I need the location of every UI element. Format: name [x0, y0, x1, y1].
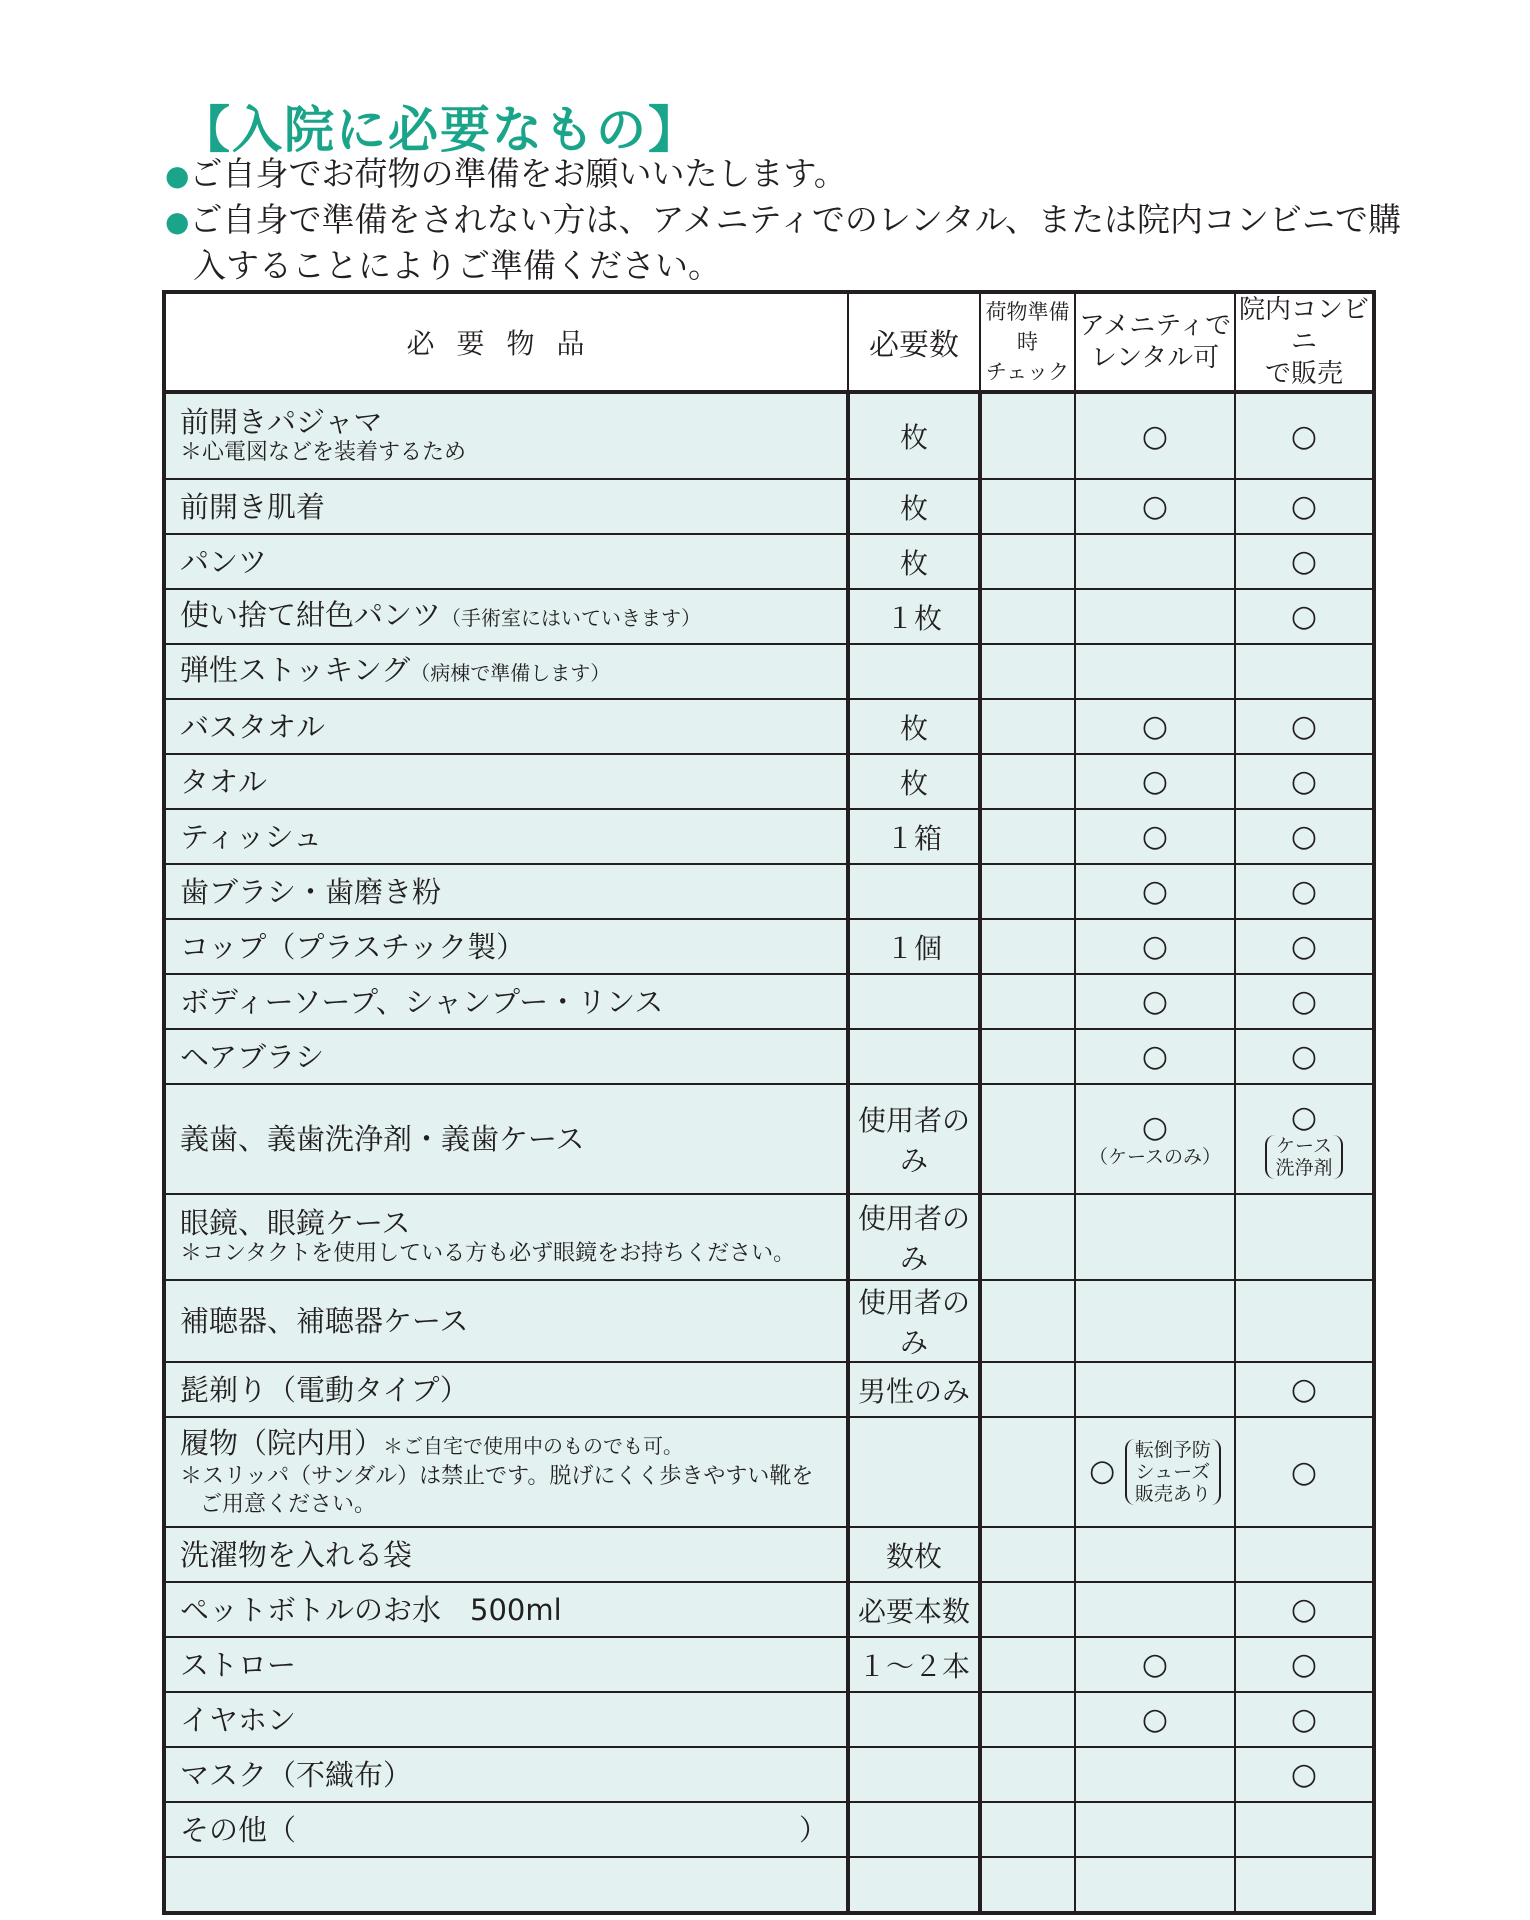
conv-mark: ○ [1235, 754, 1374, 809]
check-cell[interactable] [980, 1857, 1075, 1913]
page-title: 【入院に必要なもの】 [180, 101, 700, 159]
item-name: イヤホン [164, 1692, 848, 1747]
check-cell[interactable] [980, 479, 1075, 534]
amenity-note-line2: シューズ [1135, 1461, 1211, 1483]
conv-mark: ○ [1290, 1099, 1318, 1135]
amenity-mark [1075, 589, 1235, 644]
amenity-mark: ○ [1075, 1692, 1235, 1747]
conv-mark: ○ [1235, 974, 1374, 1029]
conv-mark: ○ [1235, 1692, 1374, 1747]
amenity-note-line1: 転倒予防 [1134, 1439, 1211, 1461]
check-cell[interactable] [980, 974, 1075, 1029]
item-note: ＊コンタクトを使用している方も必ず眼鏡をお持ちください。 [180, 1241, 796, 1266]
item-qty: 使用者のみ [848, 1280, 980, 1362]
item-name: パンツ [164, 534, 848, 589]
conv-note-line2: 洗浄剤 [1275, 1156, 1333, 1179]
check-cell[interactable] [980, 1280, 1075, 1362]
item-qty: 枚 [848, 534, 980, 589]
item-name: 補聴器、補聴器ケース [164, 1280, 848, 1362]
conv-note-line1: ケース [1275, 1134, 1333, 1157]
item-qty [848, 1802, 980, 1857]
table-row [164, 1637, 1374, 1692]
amenity-mark: ○ [1075, 809, 1235, 864]
header-check [980, 292, 1075, 392]
amenity-mark: ○ [1075, 919, 1235, 974]
conv-mark: ○ [1235, 1582, 1374, 1637]
amenity-note-line3: 販売あり [1134, 1483, 1211, 1505]
item-name [164, 644, 848, 699]
item-note: （病棟で準備します） [410, 661, 611, 685]
header-amenity-line2: レンタル可 [1090, 343, 1220, 373]
table-row [164, 919, 1374, 974]
header-conv-line1: 院内コンビニ [1238, 295, 1369, 357]
header-qty: 必要数 [848, 292, 980, 392]
table-row [164, 1084, 1374, 1194]
amenity-mark [1075, 1747, 1235, 1802]
amenity-note: （ケースのみ） [1088, 1145, 1222, 1168]
table-row [164, 534, 1374, 589]
header-amenity-line1: アメニティで [1078, 311, 1232, 341]
table-row [164, 1692, 1374, 1747]
item-name: ヘアブラシ [164, 1029, 848, 1084]
item-qty[interactable] [848, 1857, 980, 1913]
item-label: 眼鏡、眼鏡ケース [180, 1206, 411, 1240]
amenity-mark: ○ [1075, 699, 1235, 754]
item-qty [848, 1029, 980, 1084]
table-row [164, 864, 1374, 919]
check-cell[interactable] [980, 1692, 1075, 1747]
amenity-mark: ○ [1075, 974, 1235, 1029]
table-row [164, 809, 1374, 864]
check-cell[interactable] [980, 644, 1075, 699]
amenity-mark [1075, 1280, 1235, 1362]
item-qty [848, 1417, 980, 1527]
conv-mark: ○ [1235, 919, 1374, 974]
item-name: ボディーソープ、シャンプー・リンス [164, 974, 848, 1029]
header-check-line2: チェック [985, 360, 1070, 384]
amenity-cell [1075, 1084, 1235, 1194]
item-label: 前開きパジャマ [180, 405, 383, 439]
item-qty: 枚 [848, 754, 980, 809]
bullet-dot-icon: ● [165, 159, 190, 192]
amenity-mark: ○ [1075, 392, 1235, 479]
item-subnote-2: ご用意ください。 [200, 1491, 377, 1517]
item-name: 義歯、義歯洗浄剤・義歯ケース [164, 1084, 848, 1194]
items-table [162, 290, 1376, 1915]
conv-mark [1235, 1280, 1374, 1362]
item-qty: １枚 [848, 589, 980, 644]
header-conv-line2: で販売 [1264, 359, 1343, 389]
table-row [164, 589, 1374, 644]
bullet-2 [165, 198, 1423, 288]
check-cell[interactable] [980, 534, 1075, 589]
item-qty: １～２本 [848, 1637, 980, 1692]
table-row [164, 1527, 1374, 1582]
header-name: 必要物品 [164, 292, 848, 392]
item-name: 歯ブラシ・歯磨き粉 [164, 864, 848, 919]
item-name: 洗濯物を入れる袋 [164, 1527, 848, 1582]
item-label: 弾性ストッキング [180, 653, 411, 687]
check-cell[interactable] [980, 699, 1075, 754]
check-cell[interactable] [980, 1637, 1075, 1692]
conv-cell [1235, 1084, 1374, 1194]
check-cell[interactable] [980, 1084, 1075, 1194]
table-row [164, 1802, 1374, 1857]
item-qty: １箱 [848, 809, 980, 864]
conv-mark: ○ [1235, 1417, 1374, 1527]
amenity-mark [1075, 1582, 1235, 1637]
check-cell[interactable] [980, 1802, 1075, 1857]
conv-mark [1235, 1802, 1374, 1857]
table-row [164, 1029, 1374, 1084]
item-name: ティッシュ [164, 809, 848, 864]
item-name: バスタオル [164, 699, 848, 754]
amenity-mark: ○ [1075, 1029, 1235, 1084]
item-note: （手術室にはいていきます） [441, 606, 702, 630]
conv-mark [1235, 644, 1374, 699]
table-row [164, 1582, 1374, 1637]
table-row [164, 644, 1374, 699]
conv-mark [1235, 1194, 1374, 1280]
item-qty: 必要本数 [848, 1582, 980, 1637]
item-qty: 数枚 [848, 1527, 980, 1582]
conv-mark: ○ [1235, 699, 1374, 754]
amenity-cell [1075, 1417, 1235, 1527]
item-qty [848, 864, 980, 919]
item-name: 髭剃り（電動タイプ） [164, 1362, 848, 1417]
amenity-mark [1075, 1857, 1235, 1913]
item-name [164, 392, 848, 479]
amenity-note [1125, 1439, 1221, 1505]
item-label: 使い捨て紺色パンツ [180, 598, 442, 632]
conv-mark: ○ [1235, 1747, 1374, 1802]
header-amenity [1075, 292, 1235, 392]
check-cell[interactable] [980, 864, 1075, 919]
bullet-text: ご自身でお荷物の準備をお願いいたします。 [189, 154, 847, 193]
item-subnote: ＊スリッパ（サンダル）は禁止です。脱げにくく歩きやすい靴を [180, 1463, 814, 1489]
amenity-mark: ○ [1075, 864, 1235, 919]
check-cell[interactable] [980, 919, 1075, 974]
amenity-mark: ○ [1075, 479, 1235, 534]
amenity-mark [1075, 1362, 1235, 1417]
table-row [164, 1280, 1374, 1362]
item-qty [848, 1747, 980, 1802]
item-name[interactable] [164, 1857, 848, 1913]
amenity-mark [1075, 644, 1235, 699]
amenity-mark [1075, 1802, 1235, 1857]
item-qty [848, 1692, 980, 1747]
conv-mark: ○ [1235, 589, 1374, 644]
item-qty: １個 [848, 919, 980, 974]
item-label: その他（ [180, 1812, 297, 1847]
check-cell[interactable] [980, 1029, 1075, 1084]
check-cell[interactable] [980, 589, 1075, 644]
item-name [164, 589, 848, 644]
check-cell[interactable] [980, 1417, 1075, 1527]
conv-mark: ○ [1235, 392, 1374, 479]
conv-mark: ○ [1235, 1637, 1374, 1692]
bullet-dot-icon: ● [165, 205, 190, 238]
item-qty: 使用者のみ [848, 1084, 980, 1194]
check-cell[interactable] [980, 1747, 1075, 1802]
conv-note [1265, 1135, 1342, 1179]
conv-mark [1235, 1527, 1374, 1582]
table-row [164, 1362, 1374, 1417]
check-cell[interactable] [980, 392, 1075, 479]
bullet-1 [165, 152, 1395, 198]
item-label: 履物（院内用） [180, 1425, 384, 1460]
conv-mark: ○ [1235, 809, 1374, 864]
item-name[interactable] [164, 1802, 848, 1857]
item-label-close: ） [798, 1812, 828, 1847]
header-conv [1235, 292, 1374, 392]
conv-mark: ○ [1235, 1362, 1374, 1417]
check-cell[interactable] [980, 1527, 1075, 1582]
conv-mark: ○ [1235, 534, 1374, 589]
check-cell[interactable] [980, 1194, 1075, 1280]
item-qty: 使用者のみ [848, 1194, 980, 1280]
item-name: ペットボトルのお水 500ml [164, 1582, 848, 1637]
table-row [164, 699, 1374, 754]
item-qty: 男性のみ [848, 1362, 980, 1417]
table-row [164, 1194, 1374, 1280]
conv-mark: ○ [1235, 1029, 1374, 1084]
bullet-text: ご自身で準備をされない方は、アメニティでのレンタル、または院内コンビニで購入することによりご準備ください。 [189, 200, 1402, 285]
check-cell[interactable] [980, 1582, 1075, 1637]
table-row [164, 974, 1374, 1029]
conv-mark: ○ [1235, 864, 1374, 919]
item-name: コップ（プラスチック製） [164, 919, 848, 974]
amenity-mark: ○ [1141, 1109, 1169, 1145]
item-name: マスク（不織布） [164, 1747, 848, 1802]
item-name: 前開き肌着 [164, 479, 848, 534]
conv-mark [1235, 1857, 1374, 1913]
table-row [164, 1747, 1374, 1802]
check-cell[interactable] [980, 809, 1075, 864]
table-row [164, 754, 1374, 809]
item-qty [848, 974, 980, 1029]
item-qty: 枚 [848, 699, 980, 754]
table-row [164, 392, 1374, 479]
item-name [164, 1194, 848, 1280]
table-row-blank [164, 1857, 1374, 1913]
table-row [164, 479, 1374, 534]
table-row [164, 1417, 1374, 1527]
item-note: ＊心電図などを装着するため [180, 440, 467, 465]
check-cell[interactable] [980, 1362, 1075, 1417]
item-qty [848, 644, 980, 699]
item-note: ＊ご自宅で使用中のものでも可。 [383, 1433, 684, 1458]
amenity-mark [1075, 1527, 1235, 1582]
item-qty: 枚 [848, 392, 980, 479]
item-name [164, 1417, 848, 1527]
amenity-mark: ○ [1075, 754, 1235, 809]
conv-mark: ○ [1235, 479, 1374, 534]
table-header-row [164, 292, 1374, 392]
header-check-line1: 荷物準備時 [985, 300, 1070, 354]
item-name: タオル [164, 754, 848, 809]
amenity-mark [1075, 534, 1235, 589]
amenity-mark [1075, 1194, 1235, 1280]
amenity-mark: ○ [1075, 1637, 1235, 1692]
item-name: ストロー [164, 1637, 848, 1692]
item-qty: 枚 [848, 479, 980, 534]
amenity-mark: ○ [1089, 1453, 1116, 1489]
check-cell[interactable] [980, 754, 1075, 809]
